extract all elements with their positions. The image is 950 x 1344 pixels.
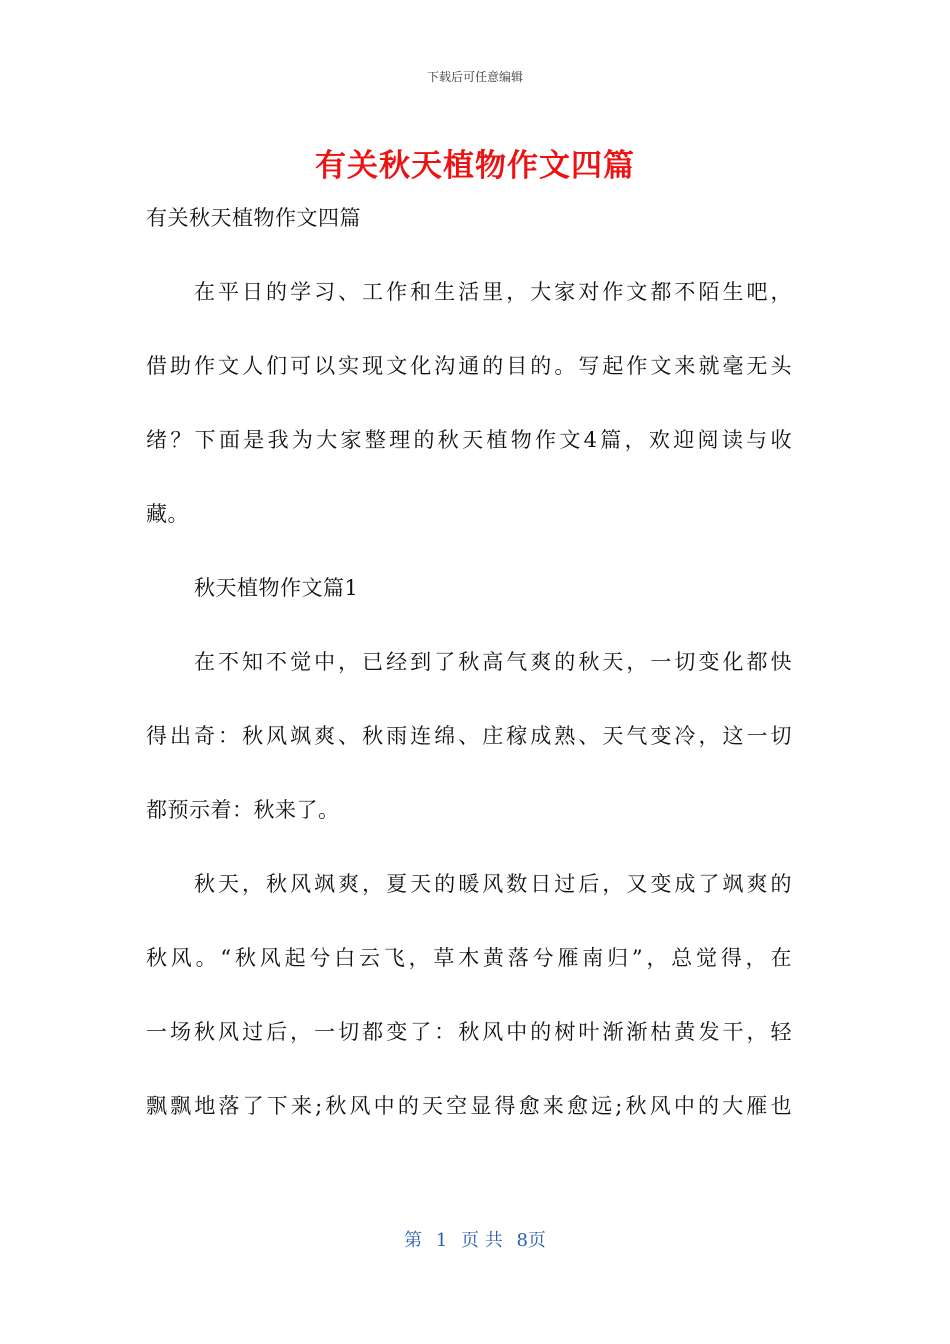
intro-line-1: 在平日的学习、工作和生活里，大家对作文都不陌生吧，: [194, 280, 792, 304]
para1-line-2: 得出奇：秋风飒爽、秋雨连绵、庄稼成熟、天气变冷，这一切: [146, 724, 792, 748]
para1-line-1: 在不知不觉中，已经到了秋高气爽的秋天，一切变化都快: [194, 650, 792, 674]
intro-line-2: 借助作文人们可以实现文化沟通的目的。写起作文来就毫无头: [146, 354, 792, 378]
footer-page-number: 1: [435, 1230, 448, 1251]
footer-prefix: 第: [404, 1230, 423, 1251]
page-footer: [0, 1226, 950, 1252]
document-body: [146, 200, 792, 1125]
document-title: 有关秋天植物作文四篇: [315, 148, 635, 184]
footer-mid: 页 共: [461, 1230, 503, 1251]
para2-line-1: 秋天，秋风飒爽，夏天的暖风数日过后，又变成了飒爽的: [194, 872, 792, 896]
para2-line-3: 一场秋风过后，一切都变了：秋风中的树叶渐渐枯黄发干，轻: [146, 1020, 792, 1044]
footer-total: 8页: [516, 1230, 546, 1251]
subtitle: 有关秋天植物作文四篇: [146, 206, 361, 230]
section-heading: 秋天植物作文篇1: [194, 576, 359, 600]
intro-line-3: 绪？下面是我为大家整理的秋天植物作文4篇，欢迎阅读与收: [146, 428, 792, 452]
para2-line-4: 飘飘地落了下来;秋风中的天空显得愈来愈远;秋风中的大雁也: [146, 1094, 792, 1118]
intro-line-4: 藏。: [146, 502, 189, 526]
para2-line-2: 秋风。“秋风起兮白云飞，草木黄落兮雁南归”，总觉得，在: [146, 946, 792, 970]
page-header: 下载后可任意编辑: [426, 70, 523, 84]
para1-line-3: 都预示着：秋来了。: [146, 798, 340, 822]
